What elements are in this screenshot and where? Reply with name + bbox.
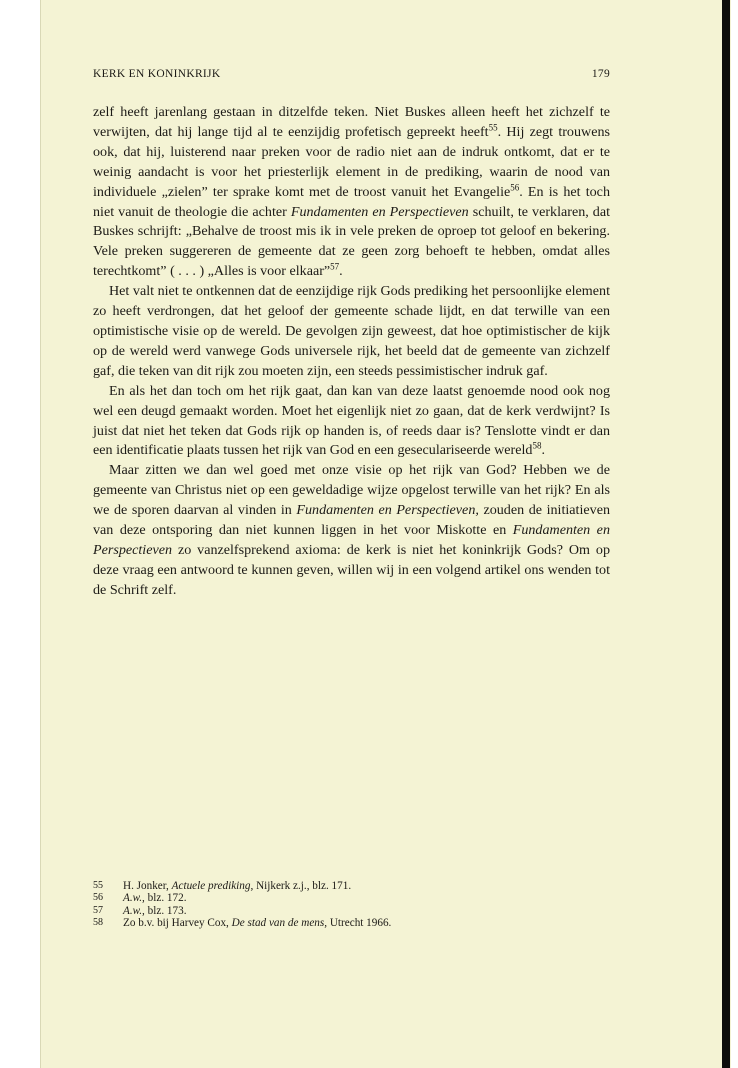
text-run: Het valt niet te ontkennen dat de eenzijdige rijk Gods prediking het persoonlijke element zo heeft verdrongen, dat het geloof der gemeente schade lijdt, en dat terwille van een optimistische visie op de wereld. De gevolgen zijn geweest, dat hoe optimistischer de kijk op de wereld werd vanwege Gods universele rijk, het beeld dat de gemeente van zichzelf gaf, die teken van dit rijk zou moeten zijn, een steeds pessimistischer indruk gaf. [93, 283, 610, 379]
footnotes [93, 880, 610, 929]
text-run: . [339, 263, 343, 280]
page-number: 179 [591, 68, 610, 80]
text-run: . Hij zegt trouwens ook, dat hij, luisterend naar preken voor de radio niet aan de indruk ontkomt, dat er te weinig aandacht is voor het priesterlijk element in de prediking, waarin de nood van individuele „zielen” ter sprake komt met de troost vanuit het Evangelie [93, 123, 610, 200]
text-run: zo vanzelfsprekend axioma: de kerk is niet het koninkrijk Gods? Om op deze vraag een antwoord te kunnen geven, willen wij in een volgend artikel ons wenden tot de Schrift zelf. [93, 541, 610, 598]
italic-title: Fundamenten en Perspectieven, [296, 502, 479, 519]
running-head [93, 68, 610, 84]
text-run: schuilt, te verklaren, dat Buskes schrijft: „Behalve de troost mis ik in vele preken de oproep tot geloof en bekering. Vele preken suggereren de gemeente dat ze geen zorg behoeft te hebben, omdat alles terechtkomt” ( . . . ) „Alles is voor elkaar” [93, 203, 611, 280]
text-run: zouden de initiatieven van deze ontsporing dan niet kunnen liggen in het voor Miskotte en [93, 502, 610, 539]
italic-title: Fundamenten en Perspectieven [93, 522, 610, 558]
italic-title: A.w., [123, 904, 145, 917]
footnote-ref: 56 [510, 181, 520, 192]
footnote-ref: 57 [330, 261, 340, 272]
scan-edge [722, 0, 730, 1068]
footnote-text [123, 880, 351, 892]
italic-title: De stad van de mens, [231, 916, 328, 929]
footnote-number: 57 [93, 904, 103, 916]
footnote-text [123, 892, 187, 904]
text-run: Utrecht 1966. [327, 916, 392, 929]
footnote-number: 56 [93, 892, 103, 904]
running-head-title: KERK EN KONINKRIJK [93, 68, 221, 80]
paragraph [93, 461, 610, 600]
footnote [93, 892, 610, 904]
text-run: . [541, 442, 545, 459]
text-run: blz. 173. [144, 904, 187, 917]
text-run: En als het dan toch om het rijk gaat, dan kan van deze laatst genoemde nood ook nog wel een deugd gemaakt worden. Moet het eigenlijk niet zo gaan, dat de kerk verdwijnt? Is juist dat niet het teken dat Gods rijk op handen is, of reeds daar is? Tenslotte vindt er dan een identificatie plaats tussen het rijk van God en een geseculariseerde wereld [93, 382, 610, 459]
footnote [93, 917, 610, 929]
paragraph [93, 382, 610, 462]
footnote-number: 55 [93, 880, 103, 891]
text-run: Zo b.v. bij Harvey Cox, [123, 916, 232, 929]
footnote-text [123, 905, 187, 917]
footnote [93, 905, 610, 917]
text-run: zelf heeft jarenlang gestaan in ditzelfde teken. Niet Buskes alleen heeft het zichzelf te verwijten, dat hij lange tijd al te eenzijdig profetisch gepreekt heeft [93, 104, 610, 140]
text-run: blz. 172. [144, 892, 187, 905]
paragraph [93, 103, 610, 282]
footnote-text [123, 917, 391, 929]
footnote-ref: 58 [532, 440, 542, 451]
body-text [93, 103, 610, 601]
paragraph [93, 282, 610, 382]
text-run: Nijkerk z.j., blz. 171. [253, 880, 352, 892]
italic-title: Actuele prediking, [171, 880, 254, 892]
footnote-ref: 55 [488, 122, 498, 133]
footnote-number: 58 [93, 916, 103, 928]
italic-title: A.w., [123, 892, 145, 905]
text-run: . En is het toch niet vanuit de theologie die achter [93, 183, 610, 220]
text-run: Maar zitten we dan wel goed met onze visie op het rijk van God? Hebben we de gemeente van Christus niet op een geweldadige wijze opgelost terwille van het rijk? En als we de sporen daarvan al vinden in [93, 462, 610, 519]
footnote [93, 880, 610, 892]
italic-title: Fundamenten en Perspectieven [290, 203, 469, 220]
text-run: H. Jonker, [123, 880, 172, 892]
